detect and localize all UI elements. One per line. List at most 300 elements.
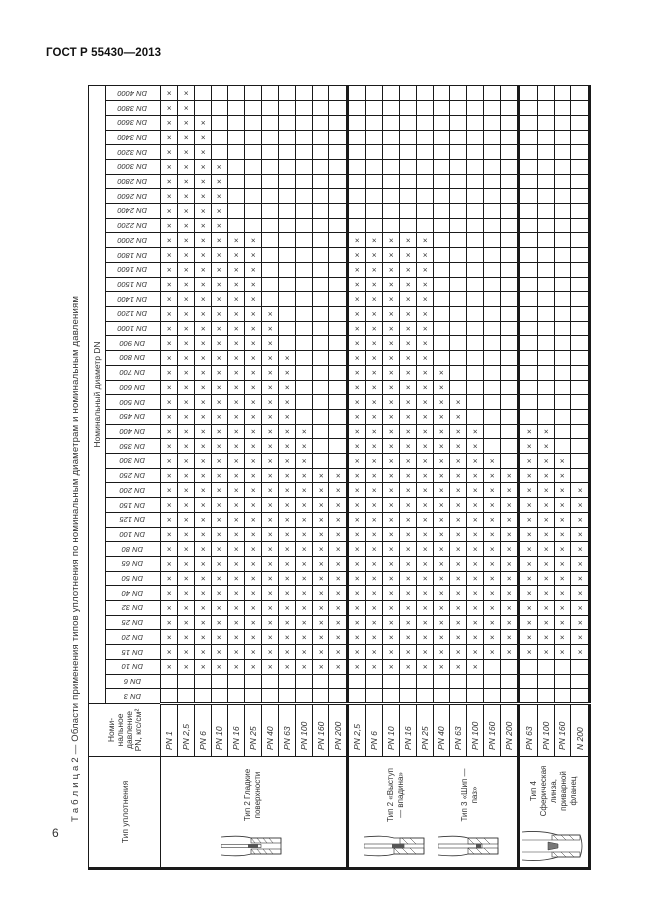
- empty-cell: [433, 189, 450, 204]
- applicable-mark-cell: ×: [433, 615, 450, 630]
- empty-cell: [571, 262, 590, 277]
- applicable-mark-cell: ×: [383, 527, 400, 542]
- applicable-mark-cell: ×: [194, 454, 211, 469]
- empty-cell: [571, 233, 590, 248]
- empty-cell: [295, 248, 312, 263]
- applicable-mark-cell: ×: [416, 424, 433, 439]
- empty-cell: [347, 174, 365, 189]
- pressure-label: PN 6: [194, 704, 211, 757]
- applicable-mark-cell: ×: [467, 630, 484, 645]
- dn-header-cell: [106, 159, 161, 174]
- empty-cell: [484, 365, 501, 380]
- empty-cell: [500, 159, 518, 174]
- applicable-mark-cell: ×: [383, 439, 400, 454]
- applicable-mark-cell: ×: [194, 645, 211, 660]
- empty-cell: [467, 174, 484, 189]
- dn-label: DN 1000: [117, 324, 147, 334]
- empty-cell: [450, 277, 467, 292]
- applicable-mark-cell: ×: [262, 615, 279, 630]
- empty-cell: [433, 86, 450, 101]
- applicable-mark-cell: ×: [467, 468, 484, 483]
- applicable-mark-cell: ×: [416, 351, 433, 366]
- empty-cell: [500, 189, 518, 204]
- applicable-mark-cell: ×: [161, 586, 178, 601]
- applicable-mark-cell: ×: [211, 454, 228, 469]
- applicable-mark-cell: ×: [177, 292, 194, 307]
- dn-label: DN 1600: [117, 265, 147, 275]
- empty-cell: [383, 159, 400, 174]
- applicable-mark-cell: ×: [194, 512, 211, 527]
- empty-cell: [278, 233, 295, 248]
- applicable-mark-cell: ×: [433, 601, 450, 616]
- applicable-mark-cell: ×: [194, 586, 211, 601]
- empty-cell: [383, 130, 400, 145]
- applicable-mark-cell: ×: [399, 483, 416, 498]
- empty-cell: [295, 409, 312, 424]
- pressure-row: [537, 86, 554, 869]
- empty-cell: [194, 689, 211, 704]
- empty-cell: [416, 204, 433, 219]
- applicable-mark-cell: ×: [484, 556, 501, 571]
- applicable-mark-cell: ×: [211, 630, 228, 645]
- empty-cell: [278, 307, 295, 322]
- applicable-mark-cell: ×: [399, 454, 416, 469]
- applicable-mark-cell: ×: [228, 336, 245, 351]
- empty-cell: [399, 204, 416, 219]
- applicable-mark-cell: ×: [467, 512, 484, 527]
- empty-cell: [278, 189, 295, 204]
- dn-label: DN 125: [119, 515, 145, 525]
- applicable-mark-cell: ×: [262, 365, 279, 380]
- applicable-mark-cell: ×: [416, 498, 433, 513]
- applicable-mark-cell: ×: [554, 454, 571, 469]
- applicable-mark-cell: ×: [245, 321, 262, 336]
- pressure-row: [329, 86, 347, 869]
- empty-cell: [433, 689, 450, 704]
- empty-cell: [366, 174, 383, 189]
- empty-cell: [433, 130, 450, 145]
- dn-header-cell: [106, 542, 161, 557]
- applicable-mark-cell: ×: [211, 409, 228, 424]
- empty-cell: [571, 130, 590, 145]
- applicable-mark-cell: ×: [312, 468, 329, 483]
- applicable-mark-cell: ×: [500, 542, 518, 557]
- empty-cell: [484, 439, 501, 454]
- applicable-mark-cell: ×: [450, 527, 467, 542]
- applicable-mark-cell: ×: [228, 601, 245, 616]
- applicable-mark-cell: ×: [194, 233, 211, 248]
- dn-label: DN 10: [121, 662, 143, 672]
- empty-cell: [433, 145, 450, 160]
- pressure-label: PN 16: [399, 704, 416, 757]
- applicable-mark-cell: ×: [245, 307, 262, 322]
- empty-cell: [347, 189, 365, 204]
- applicable-mark-cell: ×: [450, 395, 467, 410]
- applicable-mark-cell: ×: [366, 395, 383, 410]
- applicable-mark-cell: ×: [500, 483, 518, 498]
- empty-cell: [366, 159, 383, 174]
- empty-cell: [245, 101, 262, 116]
- empty-cell: [278, 248, 295, 263]
- empty-cell: [554, 307, 571, 322]
- applicable-mark-cell: ×: [177, 659, 194, 674]
- applicable-mark-cell: ×: [433, 468, 450, 483]
- applicable-mark-cell: ×: [500, 571, 518, 586]
- empty-cell: [278, 292, 295, 307]
- pressure-label: PN 160: [554, 704, 571, 757]
- applicable-mark-cell: ×: [177, 336, 194, 351]
- applicable-mark-cell: ×: [450, 498, 467, 513]
- applicable-mark-cell: ×: [571, 512, 590, 527]
- empty-cell: [554, 292, 571, 307]
- applicable-mark-cell: ×: [262, 556, 279, 571]
- applicable-mark-cell: ×: [484, 512, 501, 527]
- dn-header-cell: [106, 454, 161, 469]
- applicable-mark-cell: ×: [262, 351, 279, 366]
- empty-cell: [554, 262, 571, 277]
- dn-label: DN 25: [121, 618, 143, 628]
- applicable-mark-cell: ×: [329, 659, 347, 674]
- empty-cell: [329, 365, 347, 380]
- empty-cell: [245, 174, 262, 189]
- applicable-mark-cell: ×: [194, 659, 211, 674]
- empty-cell: [245, 159, 262, 174]
- empty-cell: [177, 689, 194, 704]
- applicable-mark-cell: ×: [278, 615, 295, 630]
- applicable-mark-cell: ×: [262, 321, 279, 336]
- applicable-mark-cell: ×: [347, 424, 365, 439]
- applicable-mark-cell: ×: [347, 527, 365, 542]
- applicable-mark-cell: ×: [228, 395, 245, 410]
- empty-cell: [295, 336, 312, 351]
- seal-application-table: [88, 85, 591, 870]
- applicable-mark-cell: ×: [484, 468, 501, 483]
- applicable-mark-cell: ×: [278, 395, 295, 410]
- empty-cell: [500, 454, 518, 469]
- applicable-mark-cell: ×: [194, 395, 211, 410]
- pressure-label: PN 40: [262, 704, 279, 757]
- empty-cell: [467, 145, 484, 160]
- applicable-mark-cell: ×: [433, 556, 450, 571]
- empty-cell: [450, 233, 467, 248]
- applicable-mark-cell: ×: [399, 233, 416, 248]
- applicable-mark-cell: ×: [211, 277, 228, 292]
- empty-cell: [519, 115, 537, 130]
- empty-cell: [519, 365, 537, 380]
- dn-header-cell: [106, 512, 161, 527]
- pressure-label: PN 63: [278, 704, 295, 757]
- applicable-mark-cell: ×: [366, 262, 383, 277]
- empty-cell: [262, 689, 279, 704]
- pressure-row: [500, 86, 518, 869]
- empty-cell: [245, 189, 262, 204]
- applicable-mark-cell: ×: [245, 542, 262, 557]
- dn-header-cell: [106, 292, 161, 307]
- applicable-mark-cell: ×: [347, 409, 365, 424]
- empty-cell: [500, 674, 518, 689]
- empty-cell: [571, 424, 590, 439]
- empty-cell: [554, 365, 571, 380]
- applicable-mark-cell: ×: [312, 601, 329, 616]
- applicable-mark-cell: ×: [228, 454, 245, 469]
- empty-cell: [312, 365, 329, 380]
- applicable-mark-cell: ×: [194, 321, 211, 336]
- empty-cell: [262, 674, 279, 689]
- pressure-row: [228, 86, 245, 869]
- applicable-mark-cell: ×: [228, 439, 245, 454]
- applicable-mark-cell: ×: [537, 615, 554, 630]
- applicable-mark-cell: ×: [347, 365, 365, 380]
- applicable-mark-cell: ×: [194, 204, 211, 219]
- pressure-row: [433, 86, 450, 869]
- applicable-mark-cell: ×: [366, 630, 383, 645]
- applicable-mark-cell: ×: [383, 292, 400, 307]
- applicable-mark-cell: ×: [537, 454, 554, 469]
- applicable-mark-cell: ×: [211, 468, 228, 483]
- applicable-mark-cell: ×: [329, 571, 347, 586]
- seal-type-cell: [519, 757, 590, 869]
- applicable-mark-cell: ×: [383, 277, 400, 292]
- applicable-mark-cell: ×: [262, 424, 279, 439]
- empty-cell: [484, 321, 501, 336]
- applicable-mark-cell: ×: [433, 454, 450, 469]
- applicable-mark-cell: ×: [228, 527, 245, 542]
- empty-cell: [554, 204, 571, 219]
- applicable-mark-cell: ×: [161, 292, 178, 307]
- empty-cell: [245, 674, 262, 689]
- empty-cell: [484, 674, 501, 689]
- empty-cell: [329, 233, 347, 248]
- applicable-mark-cell: ×: [228, 365, 245, 380]
- applicable-mark-cell: ×: [245, 292, 262, 307]
- applicable-mark-cell: ×: [161, 336, 178, 351]
- empty-cell: [194, 674, 211, 689]
- applicable-mark-cell: ×: [245, 454, 262, 469]
- dn-label: DN 2000: [117, 235, 147, 245]
- dn-label: DN 200: [119, 485, 145, 495]
- applicable-mark-cell: ×: [383, 454, 400, 469]
- dn-label: DN 600: [119, 382, 145, 392]
- applicable-mark-cell: ×: [161, 380, 178, 395]
- empty-cell: [484, 248, 501, 263]
- empty-cell: [228, 101, 245, 116]
- empty-cell: [484, 204, 501, 219]
- applicable-mark-cell: ×: [383, 468, 400, 483]
- empty-cell: [537, 159, 554, 174]
- empty-cell: [571, 365, 590, 380]
- applicable-mark-cell: ×: [211, 483, 228, 498]
- pressure-label: PN 40: [433, 704, 450, 757]
- applicable-mark-cell: ×: [347, 468, 365, 483]
- empty-cell: [278, 159, 295, 174]
- applicable-mark-cell: ×: [519, 527, 537, 542]
- empty-cell: [519, 145, 537, 160]
- empty-cell: [484, 86, 501, 101]
- empty-cell: [312, 101, 329, 116]
- applicable-mark-cell: ×: [295, 601, 312, 616]
- applicable-mark-cell: ×: [161, 439, 178, 454]
- applicable-mark-cell: ×: [450, 586, 467, 601]
- applicable-mark-cell: ×: [228, 645, 245, 660]
- empty-cell: [245, 204, 262, 219]
- applicable-mark-cell: ×: [347, 336, 365, 351]
- empty-cell: [519, 101, 537, 116]
- empty-cell: [450, 292, 467, 307]
- dn-label: DN 900: [119, 338, 145, 348]
- applicable-mark-cell: ×: [571, 483, 590, 498]
- empty-cell: [211, 689, 228, 704]
- empty-cell: [433, 336, 450, 351]
- empty-cell: [329, 101, 347, 116]
- empty-cell: [295, 307, 312, 322]
- applicable-mark-cell: ×: [262, 439, 279, 454]
- empty-cell: [571, 321, 590, 336]
- empty-cell: [312, 115, 329, 130]
- header-seal-type: Тип уплотнения: [89, 757, 161, 869]
- empty-cell: [571, 395, 590, 410]
- applicable-mark-cell: ×: [295, 615, 312, 630]
- applicable-mark-cell: ×: [312, 659, 329, 674]
- applicable-mark-cell: ×: [245, 512, 262, 527]
- applicable-mark-cell: ×: [519, 512, 537, 527]
- applicable-mark-cell: ×: [399, 542, 416, 557]
- applicable-mark-cell: ×: [450, 424, 467, 439]
- empty-cell: [366, 189, 383, 204]
- empty-cell: [554, 321, 571, 336]
- applicable-mark-cell: ×: [295, 659, 312, 674]
- applicable-mark-cell: ×: [416, 233, 433, 248]
- empty-cell: [467, 674, 484, 689]
- empty-cell: [450, 351, 467, 366]
- applicable-mark-cell: ×: [177, 571, 194, 586]
- pressure-label: PN 10: [211, 704, 228, 757]
- applicable-mark-cell: ×: [211, 307, 228, 322]
- applicable-mark-cell: ×: [278, 365, 295, 380]
- applicable-mark-cell: ×: [228, 512, 245, 527]
- dn-header-cell: [106, 586, 161, 601]
- empty-cell: [554, 439, 571, 454]
- pressure-row: [312, 86, 329, 869]
- applicable-mark-cell: ×: [399, 409, 416, 424]
- empty-cell: [347, 689, 365, 704]
- applicable-mark-cell: ×: [500, 601, 518, 616]
- applicable-mark-cell: ×: [262, 498, 279, 513]
- applicable-mark-cell: ×: [399, 336, 416, 351]
- applicable-mark-cell: ×: [194, 630, 211, 645]
- applicable-mark-cell: ×: [329, 630, 347, 645]
- empty-cell: [571, 351, 590, 366]
- empty-cell: [262, 159, 279, 174]
- pressure-label: PN 100: [467, 704, 484, 757]
- applicable-mark-cell: ×: [329, 512, 347, 527]
- applicable-mark-cell: ×: [500, 512, 518, 527]
- applicable-mark-cell: ×: [329, 586, 347, 601]
- applicable-mark-cell: ×: [383, 395, 400, 410]
- applicable-mark-cell: ×: [467, 571, 484, 586]
- empty-cell: [416, 674, 433, 689]
- applicable-mark-cell: ×: [519, 498, 537, 513]
- applicable-mark-cell: ×: [228, 351, 245, 366]
- applicable-mark-cell: ×: [484, 586, 501, 601]
- applicable-mark-cell: ×: [366, 248, 383, 263]
- applicable-mark-cell: ×: [177, 277, 194, 292]
- empty-cell: [450, 101, 467, 116]
- empty-cell: [366, 674, 383, 689]
- empty-cell: [519, 689, 537, 704]
- applicable-mark-cell: ×: [399, 380, 416, 395]
- applicable-mark-cell: ×: [450, 483, 467, 498]
- empty-cell: [262, 262, 279, 277]
- applicable-mark-cell: ×: [484, 527, 501, 542]
- applicable-mark-cell: ×: [347, 556, 365, 571]
- applicable-mark-cell: ×: [484, 542, 501, 557]
- empty-cell: [500, 130, 518, 145]
- applicable-mark-cell: ×: [278, 351, 295, 366]
- pressure-row: [161, 86, 178, 869]
- empty-cell: [554, 233, 571, 248]
- applicable-mark-cell: ×: [399, 586, 416, 601]
- empty-cell: [537, 145, 554, 160]
- applicable-mark-cell: ×: [383, 321, 400, 336]
- applicable-mark-cell: ×: [433, 586, 450, 601]
- applicable-mark-cell: ×: [433, 439, 450, 454]
- empty-cell: [519, 86, 537, 101]
- applicable-mark-cell: ×: [194, 571, 211, 586]
- applicable-mark-cell: ×: [194, 556, 211, 571]
- applicable-mark-cell: ×: [399, 659, 416, 674]
- empty-cell: [554, 395, 571, 410]
- empty-cell: [383, 218, 400, 233]
- empty-cell: [278, 145, 295, 160]
- applicable-mark-cell: ×: [537, 483, 554, 498]
- applicable-mark-cell: ×: [347, 248, 365, 263]
- empty-cell: [537, 674, 554, 689]
- applicable-mark-cell: ×: [211, 174, 228, 189]
- empty-cell: [399, 159, 416, 174]
- empty-cell: [571, 248, 590, 263]
- applicable-mark-cell: ×: [262, 409, 279, 424]
- empty-cell: [519, 321, 537, 336]
- applicable-mark-cell: ×: [433, 380, 450, 395]
- empty-cell: [312, 189, 329, 204]
- applicable-mark-cell: ×: [366, 292, 383, 307]
- applicable-mark-cell: ×: [467, 556, 484, 571]
- applicable-mark-cell: ×: [194, 498, 211, 513]
- applicable-mark-cell: ×: [177, 262, 194, 277]
- empty-cell: [329, 674, 347, 689]
- empty-cell: [329, 189, 347, 204]
- empty-cell: [228, 130, 245, 145]
- applicable-mark-cell: ×: [366, 409, 383, 424]
- applicable-mark-cell: ×: [177, 248, 194, 263]
- applicable-mark-cell: ×: [245, 277, 262, 292]
- empty-cell: [484, 409, 501, 424]
- applicable-mark-cell: ×: [450, 468, 467, 483]
- empty-cell: [467, 689, 484, 704]
- empty-cell: [519, 336, 537, 351]
- applicable-mark-cell: ×: [228, 380, 245, 395]
- empty-cell: [278, 336, 295, 351]
- empty-cell: [312, 409, 329, 424]
- empty-cell: [500, 277, 518, 292]
- applicable-mark-cell: ×: [194, 351, 211, 366]
- empty-cell: [399, 218, 416, 233]
- applicable-mark-cell: ×: [383, 542, 400, 557]
- applicable-mark-cell: ×: [161, 483, 178, 498]
- applicable-mark-cell: ×: [228, 542, 245, 557]
- applicable-mark-cell: ×: [433, 512, 450, 527]
- applicable-mark-cell: ×: [347, 586, 365, 601]
